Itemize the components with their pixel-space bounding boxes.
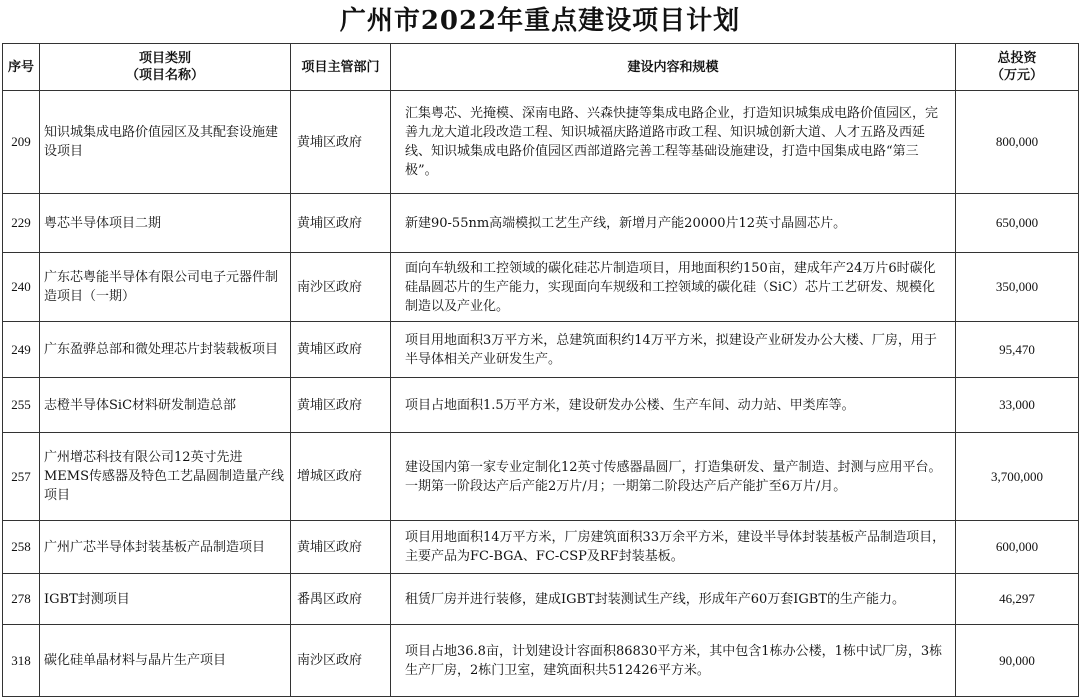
- project-name: IGBT封测项目: [40, 574, 291, 625]
- table-row: [3, 378, 1079, 433]
- header-content: 建设内容和规模: [391, 44, 956, 91]
- project-dept: 南沙区政府: [291, 625, 391, 697]
- project-investment: 3,700,000: [956, 433, 1079, 521]
- project-dept: 黄埔区政府: [291, 194, 391, 253]
- row-index: 249: [3, 322, 40, 378]
- row-index: 240: [3, 253, 40, 322]
- project-investment: 33,000: [956, 378, 1079, 433]
- row-index: 229: [3, 194, 40, 253]
- project-dept: 黄埔区政府: [291, 91, 391, 194]
- table-row: [3, 253, 1079, 322]
- project-content: 项目占地面积1.5万平方米，建设研发办公楼、生产车间、动力站、甲类库等。: [391, 378, 956, 433]
- project-dept: 黄埔区政府: [291, 521, 391, 574]
- project-name: 广州广芯半导体封装基板产品制造项目: [40, 521, 291, 574]
- table-row: [3, 91, 1079, 194]
- project-investment: 350,000: [956, 253, 1079, 322]
- project-name: 志橙半导体SiC材料研发制造总部: [40, 378, 291, 433]
- project-investment: 650,000: [956, 194, 1079, 253]
- project-content: 建设国内第一家专业定制化12英寸传感器晶圆厂，打造集研发、量产制造、封测与应用平台。一期第一阶段达产后产能2万片/月；一期第二阶段达产后产能扩至6万片/月。: [391, 433, 956, 521]
- project-dept: 黄埔区政府: [291, 378, 391, 433]
- project-name: 广东盈骅总部和微处理芯片封装载板项目: [40, 322, 291, 378]
- header-investment: 总投资 （万元）: [956, 44, 1079, 91]
- table-row: [3, 322, 1079, 378]
- header-dept: 项目主管部门: [291, 44, 391, 91]
- project-investment: 600,000: [956, 521, 1079, 574]
- project-content: 项目占地36.8亩，计划建设计容面积86830平方米，其中包含1栋办公楼，1栋中试厂房，3栋生产厂房，2栋门卫室，建筑面积共512426平方米。: [391, 625, 956, 697]
- project-content: 项目用地面积3万平方米，总建筑面积约14万平方米，拟建设产业研发办公大楼、厂房，用于半导体相关产业研发生产。: [391, 322, 956, 378]
- table-row: [3, 194, 1079, 253]
- project-investment: 800,000: [956, 91, 1079, 194]
- page-title: 广州市2022年重点建设项目计划: [339, 6, 741, 36]
- project-name: 广东芯粤能半导体有限公司电子元器件制造项目（一期）: [40, 253, 291, 322]
- table-row: [3, 625, 1079, 697]
- project-content: 项目用地面积14万平方米，厂房建筑面积33万余平方米，建设半导体封装基板产品制造项目，主要产品为FC-BGA、FC-CSP及RF封装基板。: [391, 521, 956, 574]
- header-index: 序号: [3, 44, 40, 91]
- row-index: 257: [3, 433, 40, 521]
- project-table: [2, 43, 1079, 697]
- project-investment: 95,470: [956, 322, 1079, 378]
- project-content: 租赁厂房并进行装修，建成IGBT封装测试生产线，形成年产60万套IGBT的生产能力。: [391, 574, 956, 625]
- project-name: 知识城集成电路价值园区及其配套设施建设项目: [40, 91, 291, 194]
- project-name: 粤芯半导体项目二期: [40, 194, 291, 253]
- row-index: 278: [3, 574, 40, 625]
- project-dept: 南沙区政府: [291, 253, 391, 322]
- project-investment: 46,297: [956, 574, 1079, 625]
- row-index: 258: [3, 521, 40, 574]
- project-name: 广州增芯科技有限公司12英寸先进MEMS传感器及特色工艺晶圆制造量产线项目: [40, 433, 291, 521]
- header-category: 项目类别 （项目名称）: [40, 44, 291, 91]
- project-content: 新建90-55nm高端模拟工艺生产线，新增月产能20000片12英寸晶圆芯片。: [391, 194, 956, 253]
- row-index: 318: [3, 625, 40, 697]
- table-row: [3, 521, 1079, 574]
- row-index: 255: [3, 378, 40, 433]
- project-name: 碳化硅单晶材料与晶片生产项目: [40, 625, 291, 697]
- project-dept: 黄埔区政府: [291, 322, 391, 378]
- project-investment: 90,000: [956, 625, 1079, 697]
- table-row: [3, 574, 1079, 625]
- table-header-row: [3, 44, 1079, 91]
- row-index: 209: [3, 91, 40, 194]
- project-content: 汇集粤芯、光掩模、深南电路、兴森快捷等集成电路企业，打造知识城集成电路价值园区，完善九龙大道北段改造工程、知识城福庆路道路市政工程、知识城创新大道、人才五路及西延线、知识城集成电路价值园区西部道路完善工程等基础设施建设，打造中国集成电路“第三极”。: [391, 91, 956, 194]
- project-content: 面向车轨级和工控领域的碳化硅芯片制造项目，用地面积约150亩，建成年产24万片6时碳化硅晶圆芯片的生产能力，实现面向车规级和工控领域的碳化硅（SiC）芯片工艺研发、规模化制造以及产业化。: [391, 253, 956, 322]
- table-row: [3, 433, 1079, 521]
- project-dept: 增城区政府: [291, 433, 391, 521]
- project-dept: 番禺区政府: [291, 574, 391, 625]
